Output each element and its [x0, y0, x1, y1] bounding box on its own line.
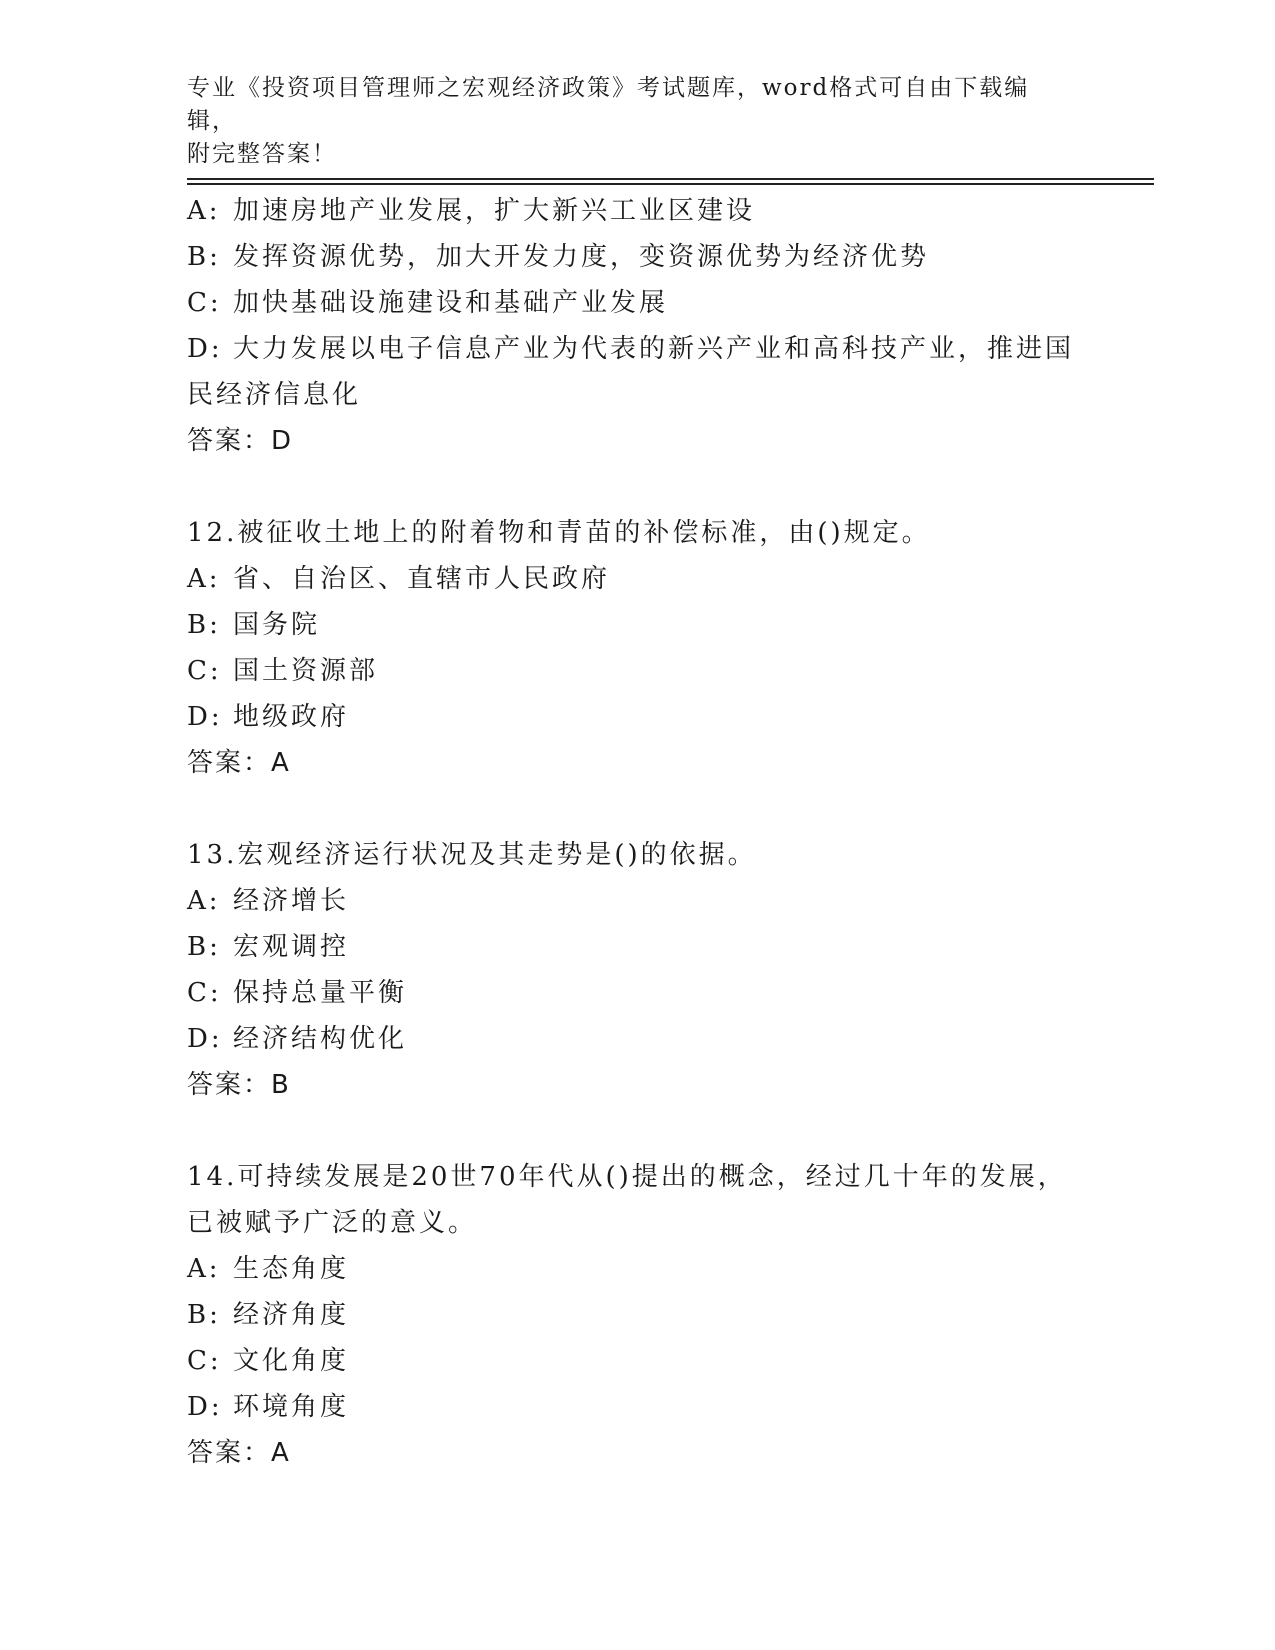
- question-stem: 12.被征收土地上的附着物和青苗的补偿标准，由()规定。: [187, 518, 931, 548]
- document-header: [187, 72, 1067, 171]
- option-text: 保持总量平衡: [233, 978, 408, 1008]
- spacer: [187, 464, 1087, 510]
- option-letter: D:: [187, 702, 223, 732]
- option-text: 经济增长: [233, 886, 350, 916]
- option-letter: A:: [187, 196, 221, 226]
- option-c: [187, 970, 1087, 1016]
- option-letter: A:: [187, 1254, 221, 1284]
- option-letter: D:: [187, 1392, 223, 1422]
- option-b: [187, 1292, 1087, 1338]
- option-letter: A:: [187, 564, 221, 594]
- option-b: [187, 602, 1087, 648]
- header-divider-bottom: [187, 183, 1154, 185]
- option-text: 文化角度: [233, 1346, 350, 1376]
- option-text: 国务院: [233, 610, 321, 640]
- spacer: [187, 786, 1087, 832]
- answer-line: 答案：A: [187, 748, 291, 778]
- option-c: [187, 648, 1087, 694]
- question-block-14: [187, 1154, 1087, 1476]
- question-block-13: [187, 832, 1087, 1108]
- option-letter: D:: [187, 334, 223, 364]
- option-letter: B:: [187, 610, 221, 640]
- option-b: [187, 234, 1087, 280]
- option-text: 省、自治区、直辖市人民政府: [233, 564, 611, 594]
- question-block-11: [187, 188, 1087, 464]
- question-stem: 14.可持续发展是20世70年代从()提出的概念，经过几十年的发展，: [187, 1162, 1067, 1192]
- answer-line: 答案：D: [187, 426, 294, 456]
- option-d-continuation: 民经济信息化: [187, 380, 362, 410]
- option-d: [187, 1016, 1087, 1062]
- answer-line: 答案：A: [187, 1438, 291, 1468]
- option-letter: C:: [187, 656, 222, 686]
- option-text: 发挥资源优势，加大开发力度，变资源优势为经济优势: [233, 242, 930, 272]
- option-text: 加快基础设施建设和基础产业发展: [233, 288, 669, 318]
- option-letter: B:: [187, 932, 221, 962]
- option-text: 国土资源部: [233, 656, 379, 686]
- option-text: 大力发展以电子信息产业为代表的新兴产业和高科技产业，推进国: [233, 334, 1075, 364]
- option-letter: D:: [187, 1024, 223, 1054]
- option-letter: C:: [187, 978, 222, 1008]
- option-d: [187, 1384, 1087, 1430]
- option-text: 地级政府: [233, 702, 350, 732]
- header-divider-top: [187, 178, 1154, 180]
- question-stem: 13.宏观经济运行状况及其走势是()的依据。: [187, 840, 757, 870]
- option-b: [187, 924, 1087, 970]
- spacer: [187, 1108, 1087, 1154]
- question-stem-continuation: 已被赋予广泛的意义。: [187, 1208, 478, 1238]
- header-line-1: 专业《投资项目管理师之宏观经济政策》考试题库，word格式可自由下载编辑，: [187, 75, 1030, 134]
- option-text: 加速房地产业发展，扩大新兴工业区建设: [233, 196, 756, 226]
- option-letter: C:: [187, 1346, 222, 1376]
- option-letter: B:: [187, 242, 221, 272]
- option-a: [187, 1246, 1087, 1292]
- option-d: [187, 694, 1087, 740]
- option-c: [187, 280, 1087, 326]
- option-a: [187, 878, 1087, 924]
- option-d: [187, 326, 1087, 372]
- option-text: 经济结构优化: [233, 1024, 408, 1054]
- answer-line: 答案：B: [187, 1070, 291, 1100]
- option-a: [187, 556, 1087, 602]
- option-text: 经济角度: [233, 1300, 350, 1330]
- header-line-2: 附完整答案！: [187, 141, 337, 167]
- option-text: 宏观调控: [233, 932, 350, 962]
- option-letter: A:: [187, 886, 221, 916]
- question-list: [187, 188, 1087, 1476]
- question-block-12: [187, 510, 1087, 786]
- option-text: 环境角度: [233, 1392, 350, 1422]
- option-letter: B:: [187, 1300, 221, 1330]
- option-c: [187, 1338, 1087, 1384]
- option-a: [187, 188, 1087, 234]
- option-text: 生态角度: [233, 1254, 350, 1284]
- option-letter: C:: [187, 288, 222, 318]
